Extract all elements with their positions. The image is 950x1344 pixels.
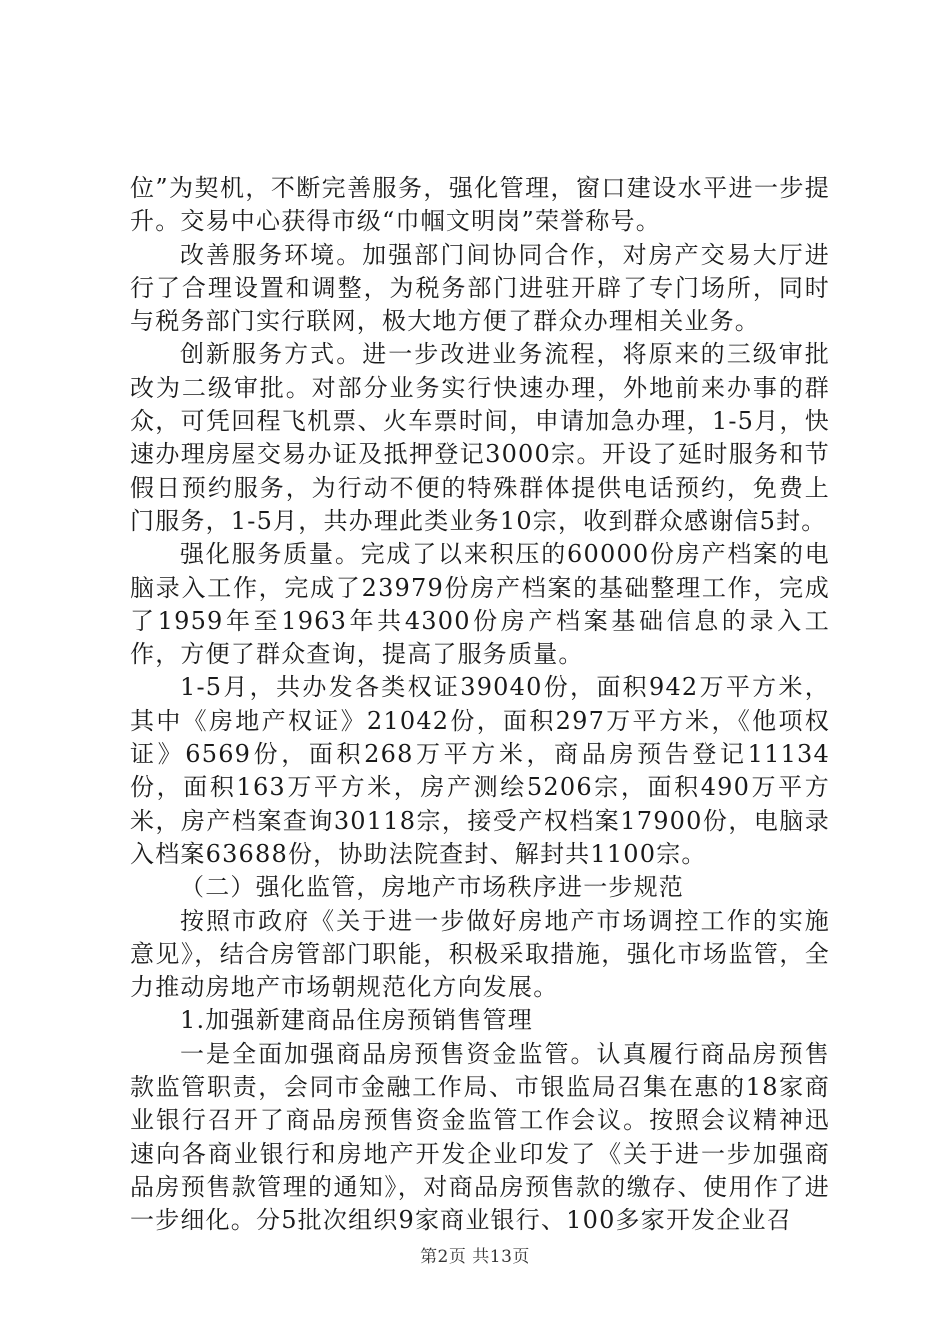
document-body: [130, 172, 830, 1238]
paragraph-presale-funds: 一是全面加强商品房预售资金监管。认真履行商品房预售款监管职责，会同市金融工作局、市银监局召集在惠的18家商业银行召开了商品房预售资金监管工作会议。按照会议精神迅速向各商业银行和房地产开发企业印发了《关于进一步加强商品房预售款管理的通知》，对商品房预售款的缴存、使用作了进一步细化。分5批次组织9家商业银行、100多家开发企业召: [130, 1039, 830, 1235]
paragraph-statistics: 1-5月，共办发各类权证39040份，面积942万平方米，其中《房地产权证》21042份，面积297万平方米，《他项权证》6569份，面积268万平方米，商品房预告登记11134份，面积163万平方米，房产测绘5206宗，面积490万平方米，房产档案查询30118宗，接受产权档案17900份，电脑录入档案63688份，协助法院查封、解封共1100宗。: [130, 673, 830, 868]
paragraph-service-quality: 强化服务质量。完成了以来积压的60000份房产档案的电脑录入工作，完成了23979份房产档案的基础整理工作，完成了1959年至1963年共4300份房产档案基础信息的录入工作，方便了群众查询，提高了服务质量。: [130, 540, 830, 669]
paragraph-service-environment: 改善服务环境。加强部门间协同合作，对房产交易大厅进行了合理设置和调整，为税务部门进驻开辟了专门场所，同时与税务部门实行联网，极大地方便了群众办理相关业务。: [130, 240, 830, 336]
subheading-presale-management: 1.加强新建商品住房预销售管理: [180, 1006, 533, 1035]
paragraph-city-opinion: 按照市政府《关于进一步做好房地产市场调控工作的实施意见》，结合房管部门职能，积极采取措施，强化市场监管，全力推动房地产市场朝规范化方向发展。: [130, 906, 830, 1002]
page-footer: 第2页 共13页: [420, 1247, 530, 1267]
paragraph-service-method: 创新服务方式。进一步改进业务流程，将原来的三级审批改为二级审批。对部分业务实行快速办理，外地前来办事的群众，可凭回程飞机票、火车票时间，申请加急办理，1-5月，快速办理房屋交易办证及抵押登记3000宗。开设了延时服务和节假日预约服务，为行动不便的特殊群体提供电话预约，免费上门服务，1-5月，共办理此类业务10宗，收到群众感谢信5封。: [130, 340, 830, 535]
section-heading-supervision: （二）强化监管，房地产市场秩序进一步规范: [180, 873, 684, 902]
paragraph-continuation: 位”为契机，不断完善服务，强化管理，窗口建设水平进一步提升。交易中心获得市级“巾帼文明岗”荣誉称号。: [130, 174, 830, 236]
